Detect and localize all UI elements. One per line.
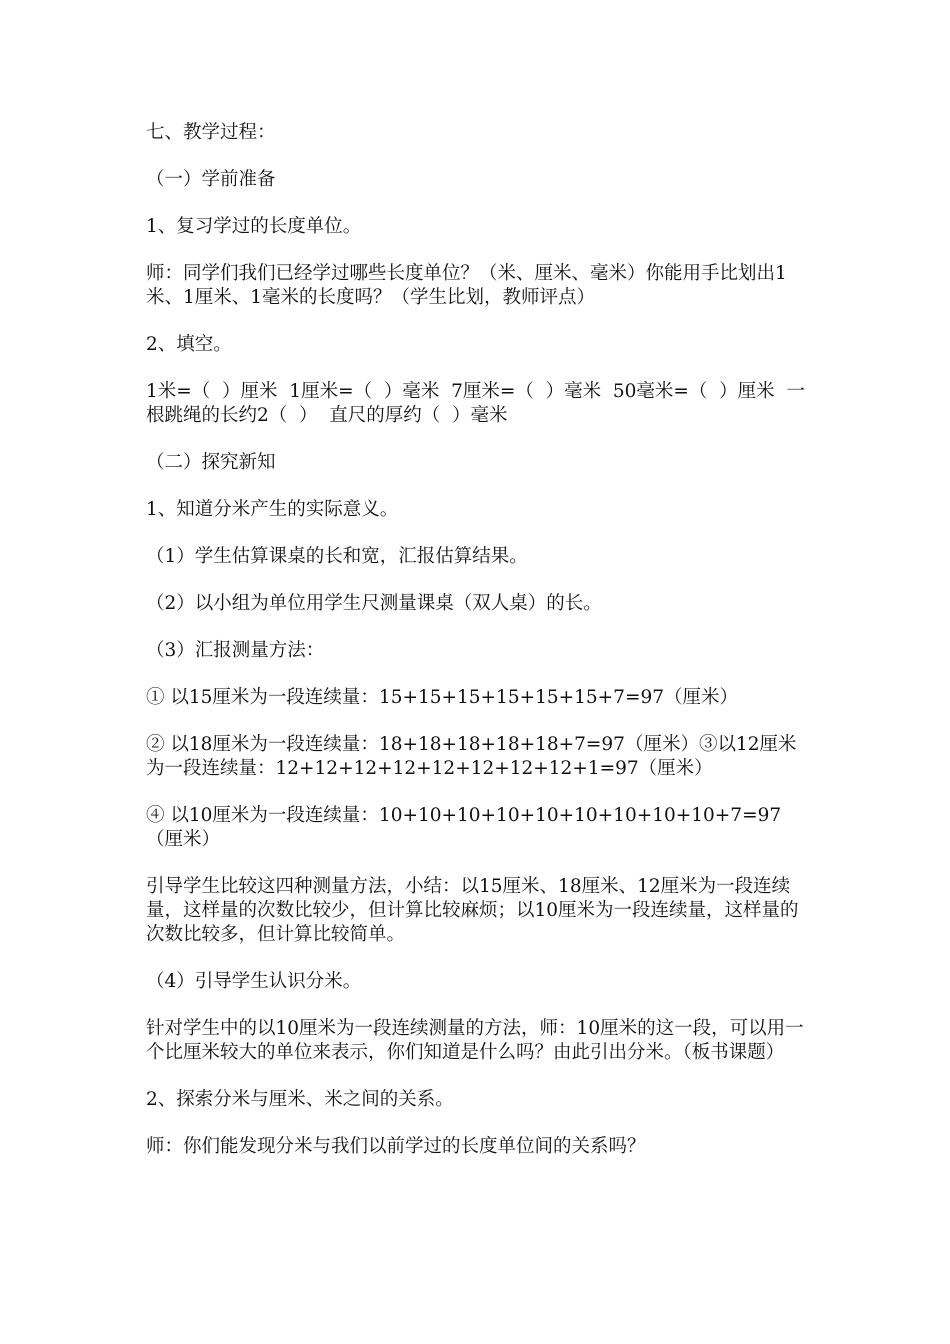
subsection-heading: （二）探究新知 [146,452,276,473]
body-paragraph: 针对学生中的以10厘米为一段连续测量的方法，师：10厘米的这一段，可以用一个比厘米较大的单位来表示，你们知道是什么吗？由此引出分米。（板书课题） [146,1018,804,1063]
sub-step: （2）以小组为单位用学生尺测量课桌（双人桌）的长。 [146,593,602,614]
step-heading: 1、复习学过的长度单位。 [146,216,362,237]
step-heading: 2、探索分米与厘米、米之间的关系。 [146,1089,454,1110]
fill-blank-exercise: 1米=（ ）厘米 1厘米=（ ）毫米 7厘米=（ ）毫米 50毫米=（ ）厘米 一根跳绳的长约2（ ） 直尺的厚约（ ）毫米 [146,381,805,426]
sub-step: （4）引导学生认识分米。 [146,971,362,992]
method-item: ① 以15厘米为一段连续量：15+15+15+15+15+15+7=97（厘米） [146,687,738,708]
step-heading: 2、填空。 [146,334,232,355]
subsection-heading: （一）学前准备 [146,169,276,190]
teacher-dialogue: 师：你们能发现分米与我们以前学过的长度单位间的关系吗？ [146,1136,646,1157]
method-item: ② 以18厘米为一段连续量：18+18+18+18+18+7=97（厘米）③以12厘米为一段连续量：12+12+12+12+12+12+12+12+1=97（厘米） [146,734,797,779]
step-heading: 1、知道分米产生的实际意义。 [146,499,399,520]
summary-paragraph: 引导学生比较这四种测量方法，小结：以15厘米、18厘米、12厘米为一段连续量，这样量的次数比较少，但计算比较麻烦；以10厘米为一段连续量，这样量的次数比较多，但计算比较简单。 [146,876,799,945]
teacher-dialogue: 师：同学们我们已经学过哪些长度单位？（米、厘米、毫米）你能用手比划出1米、1厘米、1毫米的长度吗？（学生比划，教师评点） [146,263,787,308]
document-page [146,121,808,1159]
method-item: ④ 以10厘米为一段连续量：10+10+10+10+10+10+10+10+10+7=97（厘米） [146,805,782,850]
sub-step: （3）汇报测量方法： [146,640,325,661]
section-heading: 七、教学过程： [146,122,276,143]
sub-step: （1）学生估算课桌的长和宽，汇报估算结果。 [146,546,528,567]
